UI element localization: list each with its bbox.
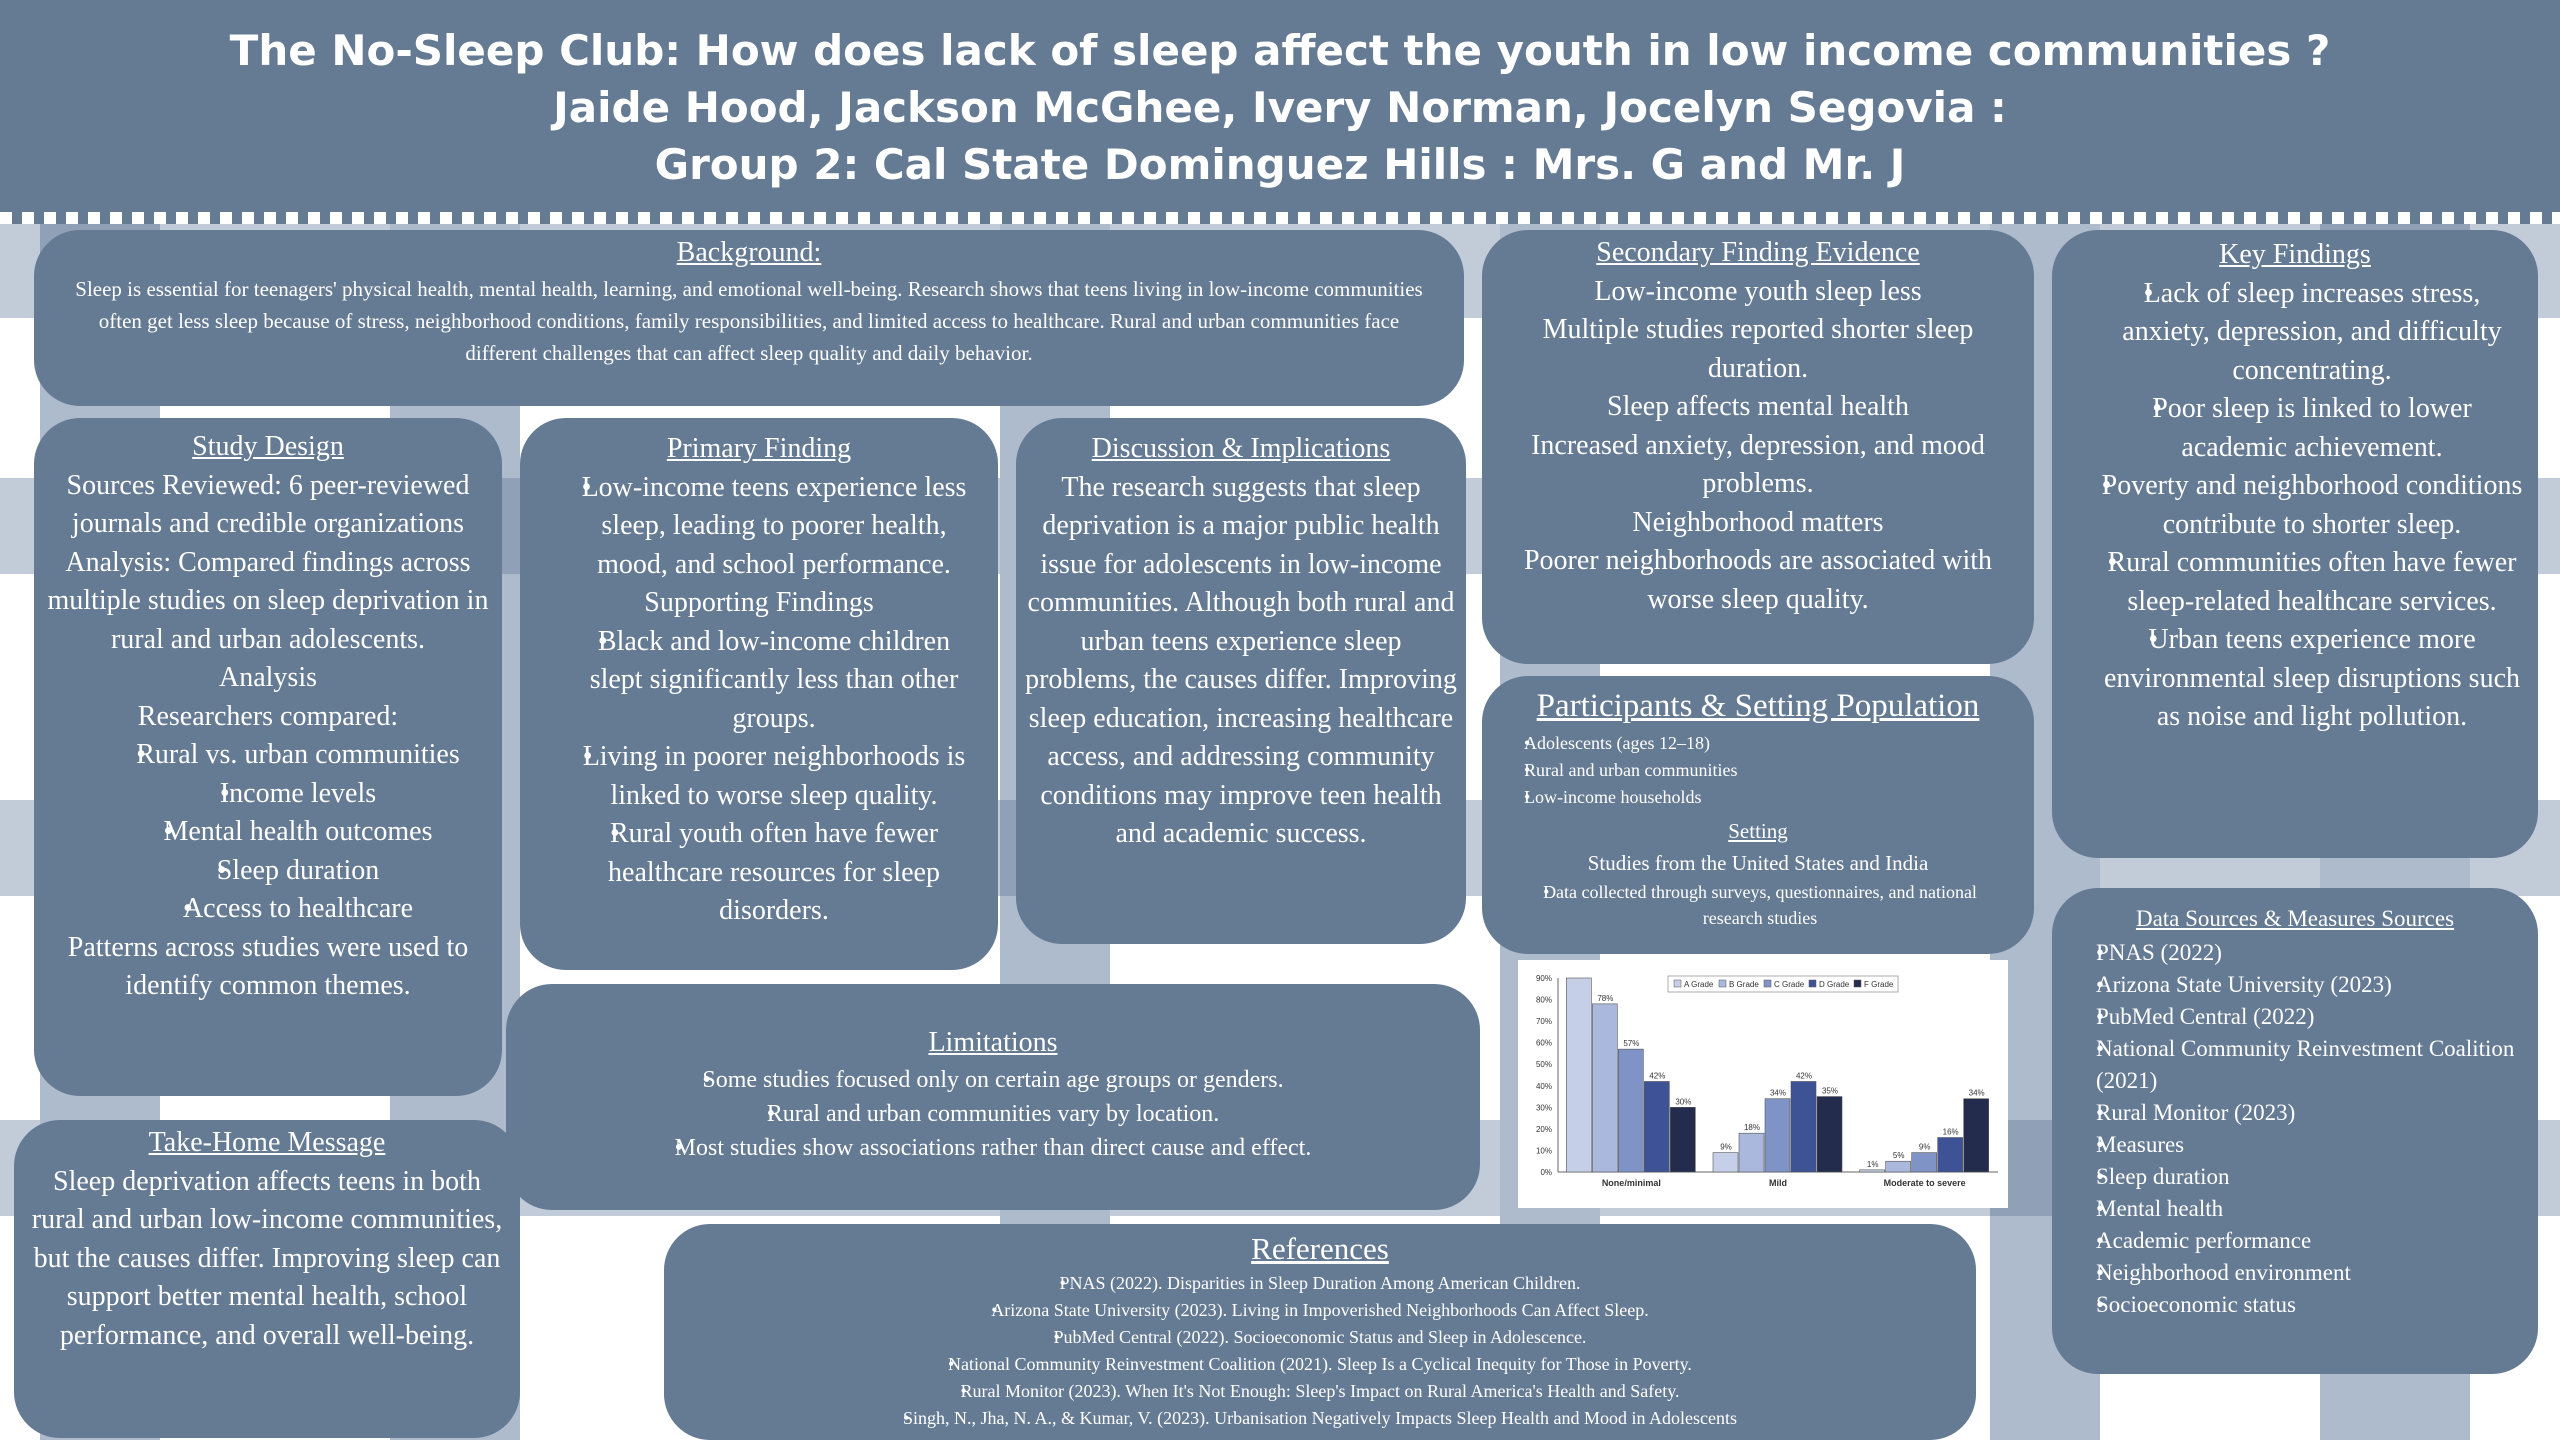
legend-label: A Grade: [1684, 980, 1714, 989]
setting-text: Studies from the United States and India: [1587, 851, 1929, 875]
primary-finding-heading: Primary Finding: [666, 433, 852, 464]
discussion-heading: Discussion & Implications: [1091, 433, 1391, 464]
list-item: • Low-income households: [1506, 784, 2010, 811]
data-label: 18%: [1743, 1123, 1761, 1133]
list-item: • Rural vs. urban communities: [40, 736, 496, 775]
y-tick-label: 30%: [1535, 1103, 1552, 1113]
data-label: 34%: [1769, 1088, 1787, 1098]
limitations-heading: Limitations: [928, 1027, 1058, 1058]
data-sources-heading: Data Sources & Measures Sources: [2135, 906, 2455, 931]
secondary-line: Neighborhood matters: [1632, 506, 1884, 538]
secondary-line: Poorer neighborhoods are associated with worse sleep quality.: [1523, 545, 1993, 615]
secondary-line: Multiple studies reported shorter sleep duration.: [1542, 314, 1974, 384]
legend-label: C Grade: [1774, 980, 1805, 989]
legend-swatch: [1719, 980, 1726, 987]
chart-bar: [1670, 1107, 1695, 1172]
key-findings-panel: [2052, 230, 2538, 858]
chart-bar: [1592, 1004, 1617, 1172]
poster-title: The No-Sleep Club: How does lack of sleep affect the youth in low income communities ?: [229, 26, 2331, 75]
study-design-analysis: Analysis: Compared findings across multiple studies on sleep deprivation in rural and urban adolescents.: [47, 546, 489, 655]
legend-swatch: [1854, 980, 1861, 987]
list-item: • Urban teens experience more environmental sleep disruptions such as noise and light pollution.: [2066, 621, 2524, 737]
list-item: • Rural and urban communities: [1506, 757, 2010, 784]
data-label: 35%: [1821, 1086, 1839, 1096]
list-item: • Measures: [2072, 1129, 2518, 1161]
participants-list: [1506, 730, 2010, 811]
list-item: • Rural communities often have fewer sleep-related healthcare services.: [2066, 544, 2524, 621]
list-item: • Poverty and neighborhood conditions contribute to shorter sleep.: [2066, 467, 2524, 544]
chart-bar: [1713, 1153, 1738, 1172]
poster-authors: Jaide Hood, Jackson McGhee, Ivery Norman, Jocelyn Segovia :: [553, 83, 2007, 132]
list-item: • Mental health: [2072, 1193, 2518, 1225]
list-item: • PubMed Central (2022). Socioeconomic Status and Sleep in Adolescence.: [694, 1324, 1946, 1351]
background-text: Sleep is essential for teenagers' physical health, mental health, learning, and emotional well-being. Research shows that teens living in low-income communities often get less sleep because of stress, neighborhood conditions, family responsibilities, and limited access to healthcare. Rural and urban communities face different challenges that can affect sleep quality and daily behavior.: [75, 276, 1423, 365]
study-design-list: [40, 736, 496, 929]
legend-label: F Grade: [1864, 980, 1894, 989]
study-design-panel: [34, 418, 502, 1096]
list-item: • PNAS (2022). Disparities in Sleep Duration Among American Children.: [694, 1270, 1946, 1297]
data-label: 42%: [1649, 1071, 1666, 1081]
references-panel: [664, 1224, 1976, 1440]
limitations-list: [526, 1063, 1460, 1165]
legend-swatch: [1764, 980, 1771, 987]
chart-bar: [1739, 1133, 1764, 1172]
secondary-finding-heading: Secondary Finding Evidence: [1596, 237, 1920, 268]
references-list: [694, 1270, 1946, 1432]
list-item: • Rural youth often have fewer healthcare resources for sleep disorders.: [538, 815, 980, 931]
primary-finding-main-list: [538, 469, 980, 585]
data-label: 34%: [1968, 1088, 1985, 1098]
chart-bar: [1566, 978, 1591, 1172]
grade-sleep-chart: [1518, 960, 2008, 1208]
data-label: 1%: [1866, 1159, 1879, 1169]
chart-bar: [1765, 1099, 1790, 1172]
chart-bar: [1644, 1081, 1669, 1172]
list-item: • PNAS (2022): [2072, 937, 2518, 969]
chart-bar: [1860, 1170, 1885, 1172]
list-item: • Singh, N., Jha, N. A., & Kumar, V. (2023). Urbanisation Negatively Impacts Sleep Health and Mood in Adolescents: [694, 1405, 1946, 1432]
poster-header: [0, 0, 2560, 212]
discussion-text: The research suggests that sleep deprivation is a major public health issue for adolescents in low-income communities. Although both rural and urban teens experience sleep problems, the causes differ. Improving sleep education, increasing healthcare access, and addressing community conditions may improve teen health and academic success.: [1025, 471, 1457, 849]
list-item: • National Community Reinvestment Coalition (2021): [2072, 1033, 2518, 1097]
study-design-sources: Sources Reviewed: 6 peer-reviewed journals and credible organizations: [66, 469, 470, 539]
list-item: • Arizona State University (2023). Living in Impoverished Neighborhoods Can Affect Sleep.: [694, 1297, 1946, 1324]
take-home-panel: [14, 1120, 520, 1438]
data-label: 57%: [1623, 1039, 1640, 1049]
take-home-text: Sleep deprivation affects teens in both rural and urban low-income communities, but the causes differ. Improving sleep can support better mental health, school performance, and overall well-being.: [31, 1165, 503, 1351]
y-tick-label: 20%: [1535, 1124, 1552, 1134]
participants-panel: [1482, 676, 2034, 954]
study-design-analysis-label: Analysis: [219, 662, 317, 693]
data-label: 78%: [1597, 993, 1614, 1003]
category-label: None/minimal: [1601, 1178, 1661, 1188]
data-label: 9%: [1918, 1142, 1931, 1152]
discussion-panel: [1016, 418, 1466, 944]
y-tick-label: 90%: [1535, 974, 1552, 983]
list-item: • Living in poorer neighborhoods is linked to worse sleep quality.: [538, 738, 980, 815]
list-item: • Academic performance: [2072, 1225, 2518, 1257]
legend-swatch: [1809, 980, 1816, 987]
list-item: • Poor sleep is linked to lower academic achievement.: [2066, 390, 2524, 467]
y-tick-label: 0%: [1540, 1168, 1552, 1177]
key-findings-list: [2066, 275, 2524, 737]
supporting-findings-label: Supporting Findings: [644, 587, 874, 618]
y-tick-label: 50%: [1535, 1060, 1552, 1070]
legend-label: B Grade: [1729, 980, 1759, 989]
list-item: • Black and low-income children slept significantly less than other groups.: [538, 623, 980, 739]
chart-bar: [1817, 1097, 1842, 1172]
study-design-closing: Patterns across studies were used to identify common themes.: [67, 931, 469, 1001]
list-item: • Income levels: [40, 775, 496, 814]
list-item: • Data collected through surveys, questionnaires, and national research studies: [1506, 879, 2010, 931]
references-heading: References: [1251, 1231, 1389, 1266]
chart-bar: [1912, 1153, 1937, 1172]
data-sources-list: [2072, 937, 2518, 1321]
poster-group: Group 2: Cal State Dominguez Hills : Mrs. G and Mr. J: [654, 140, 1906, 189]
list-item: • Rural and urban communities vary by location.: [526, 1097, 1460, 1131]
legend-label: D Grade: [1819, 980, 1850, 989]
chart-bar: [1618, 1049, 1643, 1172]
list-item: • Some studies focused only on certain age groups or genders.: [526, 1063, 1460, 1097]
data-label: 5%: [1892, 1151, 1905, 1161]
chart-bar: [1791, 1081, 1816, 1172]
data-label: 42%: [1795, 1071, 1813, 1081]
legend-swatch: [1674, 980, 1681, 987]
y-tick-label: 60%: [1535, 1038, 1552, 1048]
list-item: • Neighborhood environment: [2072, 1257, 2518, 1289]
list-item: • Arizona State University (2023): [2072, 969, 2518, 1001]
list-item: • Adolescents (ages 12–18): [1506, 730, 2010, 757]
list-item: • Lack of sleep increases stress, anxiety, depression, and difficulty concentrating.: [2066, 275, 2524, 391]
primary-finding-main: • Low-income teens experience less sleep, leading to poorer health, mood, and school performance.: [538, 469, 980, 585]
data-sources-panel: [2052, 888, 2538, 1374]
supporting-findings-list: [538, 623, 980, 931]
y-tick-label: 40%: [1535, 1081, 1552, 1091]
list-item: • PubMed Central (2022): [2072, 1001, 2518, 1033]
data-label: 9%: [1720, 1142, 1732, 1152]
y-tick-label: 70%: [1535, 1017, 1552, 1027]
study-design-heading: Study Design: [192, 431, 344, 462]
list-item: • Sleep duration: [2072, 1161, 2518, 1193]
secondary-line: Low-income youth sleep less: [1594, 275, 1922, 307]
list-item: • Rural Monitor (2023): [2072, 1097, 2518, 1129]
bar-chart-svg: [1518, 960, 2008, 1208]
y-tick-label: 10%: [1535, 1146, 1552, 1156]
setting-heading: Setting: [1728, 819, 1788, 843]
key-findings-heading: Key Findings: [2219, 239, 2371, 270]
category-label: Mild: [1769, 1178, 1787, 1188]
header-dashed-border: [0, 212, 2560, 224]
limitations-panel: [506, 984, 1480, 1210]
take-home-heading: Take-Home Message: [148, 1127, 386, 1158]
list-item: • Socioeconomic status: [2072, 1289, 2518, 1321]
secondary-line: Sleep affects mental health: [1607, 391, 1909, 422]
category-label: Moderate to severe: [1883, 1178, 1966, 1188]
background-heading: Background:: [676, 237, 822, 268]
chart-bar: [1938, 1138, 1963, 1172]
participants-heading: Participants & Setting Population: [1536, 688, 1980, 724]
list-item: • Sleep duration: [40, 852, 496, 891]
list-item: • Access to healthcare: [40, 890, 496, 929]
y-tick-label: 80%: [1535, 995, 1552, 1005]
data-label: 16%: [1942, 1127, 1959, 1137]
list-item: • National Community Reinvestment Coalition (2021). Sleep Is a Cyclical Inequity for Those in Poverty.: [694, 1351, 1946, 1378]
secondary-finding-panel: [1482, 230, 2034, 664]
list-item: • Most studies show associations rather than direct cause and effect.: [526, 1131, 1460, 1165]
list-item: • Mental health outcomes: [40, 813, 496, 852]
chart-bar: [1964, 1099, 1989, 1172]
study-design-compared-label: Researchers compared:: [137, 700, 399, 732]
primary-finding-panel: [520, 418, 998, 970]
setting-list: [1506, 879, 2010, 931]
list-item: • Rural Monitor (2023). When It's Not Enough: Sleep's Impact on Rural America's Health and Safety.: [694, 1378, 1946, 1405]
data-label: 30%: [1675, 1097, 1692, 1107]
background-panel: [34, 230, 1464, 406]
secondary-line: Increased anxiety, depression, and mood problems.: [1531, 429, 1985, 499]
chart-bar: [1886, 1161, 1911, 1172]
